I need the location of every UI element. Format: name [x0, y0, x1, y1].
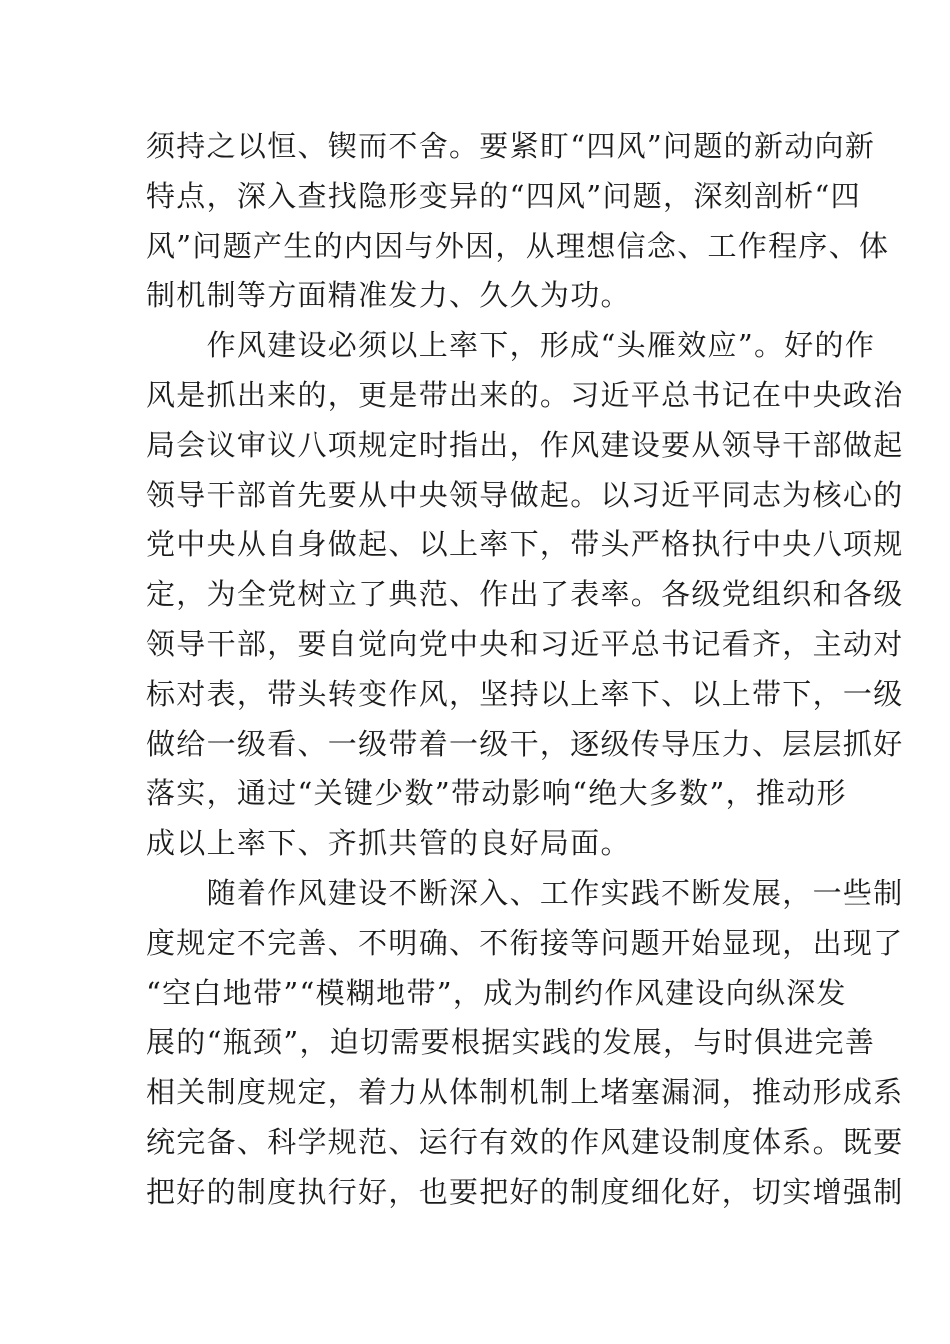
text-line: 定，为全党树立了典范、作出了表率。各级党组织和各级: [146, 577, 904, 612]
text-line: 把好的制度执行好，也要把好的制度细化好，切实增强制: [146, 1174, 904, 1209]
text-line: 局会议审议八项规定时指出，作风建设要从领导干部做起: [146, 427, 904, 462]
text-line: 随着作风建设不断深入、工作实践不断发展，一些制: [146, 875, 904, 910]
text-line: 风”问题产生的内因与外因，从理想信念、工作程序、体: [146, 228, 890, 263]
text-line: 做给一级看、一级带着一级干，逐级传导压力、层层抓好: [146, 726, 904, 761]
text-line: 党中央从自身做起、以上率下，带头严格执行中央八项规: [146, 527, 904, 562]
text-line: 特点，深入查找隐形变异的“四风”问题，深刻剖析“四: [146, 178, 861, 213]
body-text: [146, 122, 904, 1218]
text-line: 相关制度规定，着力从体制机制上堵塞漏洞，推动形成系: [146, 1075, 904, 1110]
text-line: “空白地带”“模糊地带”，成为制约作风建设向纵深发: [146, 975, 847, 1010]
text-line: 度规定不完善、不明确、不衔接等问题开始显现，出现了: [146, 925, 904, 960]
text-line: 风是抓出来的，更是带出来的。习近平总书记在中央政治: [146, 377, 904, 412]
text-line: 作风建设必须以上率下，形成“头雁效应”。好的作: [146, 328, 876, 363]
text-line: 标对表，带头转变作风，坚持以上率下、以上带下，一级: [146, 676, 904, 711]
text-line: 展的“瓶颈”，迫切需要根据实践的发展，与时俱进完善: [146, 1025, 876, 1060]
text-line: 成以上率下、齐抓共管的良好局面。: [146, 826, 631, 861]
text-line: 落实，通过“关键少数”带动影响“绝大多数”，推动形: [146, 776, 847, 811]
text-line: 领导干部首先要从中央领导做起。以习近平同志为核心的: [146, 477, 904, 512]
text-line: 领导干部，要自觉向党中央和习近平总书记看齐，主动对: [146, 626, 904, 661]
text-line: 制机制等方面精准发力、久久为功。: [146, 278, 631, 313]
text-line: 须持之以恒、锲而不舍。要紧盯“四风”问题的新动向新: [146, 129, 876, 163]
text-line: 统完备、科学规范、运行有效的作风建设制度体系。既要: [146, 1124, 904, 1159]
